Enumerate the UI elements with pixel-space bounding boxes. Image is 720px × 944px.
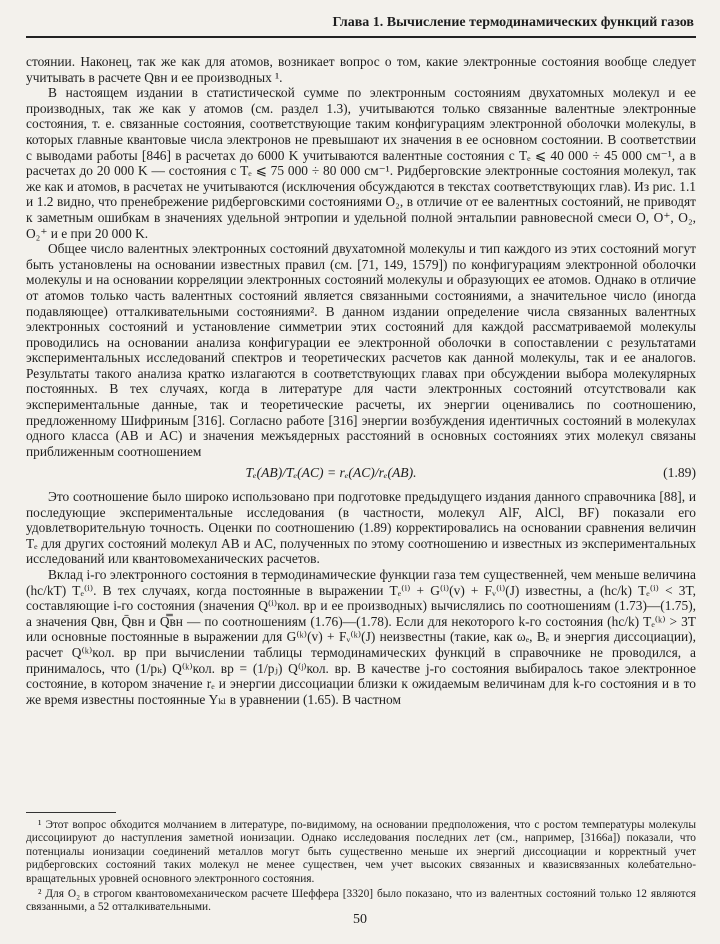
- footnotes: [26, 812, 696, 917]
- paragraph-relation-usage: Это соотношение было широко использовано при подготовке предыдущего издания данного справочника [88], и последующие экспериментальные исследования (в частности, молекул AlF, AlCl, BF) показали его удовлетворительную точность. Оценки по соотношению (1.89) корректировались на основании сравнения величин Tₑ для других состояний молекул AB и AC, полученных по этому соотношению и известных из экспериментальных исследований или квантовомеханических расчетов.: [26, 489, 696, 567]
- running-header: Глава 1. Вычисление термодинамических функций газов: [332, 15, 694, 30]
- footnote-2: ² Для O₂ в строгом квантовомеханическом расчете Шеффера [3320] было показано, что из валентных состояний только 12 являются связанными, а 52 отталкивательными.: [26, 888, 696, 914]
- page-number: 50: [353, 912, 367, 927]
- paragraph-valent-states: В настоящем издании в статистической сумме по электронным состояниям двухатомных молекул и ее производных, так же как у атомов (см. раздел 1.3), учитываются только связанные валентные электронные состояния, т. е. связанные состояния, соответствующие таким конфигурациям электронной оболочки молекулы, в которых главные квантовые числа электронов не превышают их значения в ее основном состоянии. В соответствии с выводами работы [846] в расчетах до 6000 K учитываются валентные состояния с Tₑ ⩽ 40 000 ÷ 45 000 см⁻¹, а в расчетах до 20 000 K — состояния с Tₑ ⩽ 75 000 ÷ 80 000 см⁻¹. Ридберговские электронные состояния молекул, так же как и атомов, в расчетах не учитываются (исключения обсуждаются в текстах соответствующих глав). Из рис. 1.1 и 1.2 видно, что пренебрежение ридберговскими состояниями O₂, в отличие от ее валентных состояний, не приводят к заметным ошибкам в значениях удельной энтропии и удельной полной энтальпии равновесной смеси O, O⁺, O₂, O₂⁺ и e при 20 000 K.: [26, 85, 696, 241]
- paragraph-state-count: Общее число валентных электронных состояний двухатомной молекулы и тип каждого из этих состояний могут быть установлены на основании известных правил (см. [71, 149, 1579]) по конфигурациям электронной оболочки молекулы и на основании корреляции электронных состояний молекулы и образующих ее атомов. Однако в отличие от атомов только часть валентных состояний является связанными состояниями, а значительное число (иногда подавляющее) отталкивательными состояниями². В данном издании определение числа связанных валентных электронных состояний и установление симметрии этих состояний для каждой рассматриваемой молекулы проводились на основании анализа конфигурации ее электронной оболочки в сопоставлении с результатами экспериментальных исследований спектров и теоретических расчетов как данной молекулы, так и ее аналогов. Результаты такого анализа кратко излагаются в соответствующих главах при обсуждении выбора молекулярных постоянных. В тех случаях, когда в литературе для части электронных состояний отсутствовали как экспериментальные данные, так и теоретические расчеты, их энергии оценивались по соотношению, предложенному Шифриным [316]. Согласно работе [316] энергии возбуждения идентичных состояний в молекулах одного класса (AB и AC) и значения межъядерных расстояний в основных состояниях этих молекул связаны приближенным соотношением: [26, 241, 696, 459]
- footnote-1: ¹ Этот вопрос обходится молчанием в литературе, по-видимому, на основании предположения, что с ростом температуры молекулы диссоциируют до наступления заметной ионизации. Однако исследования последних лет (см., например, [3166а]) показали, что потенциалы ионизации соединений металлов могут быть существенно меньше их энергий диссоциации и корректный учет ридберговских состояний таких молекул не менее существен, чем учет высоких связанных и квазисвязанных колебательно-вращательных уровней основного электронного состояния.: [26, 819, 696, 885]
- paragraph-state-contribution: Вклад i-го электронного состояния в термодинамические функции газа тем существенней, чем меньше величина (hc/kT) Tₑ⁽ⁱ⁾. В тех случаях, когда постоянные в выражении Tₑ⁽ⁱ⁾ + G⁽ⁱ⁾(v) + Fᵥ⁽ⁱ⁾(J) известны, а (hc/k) Tₑ⁽ⁱ⁾ < 3T, составляющие i-го состояния (значения Q⁽ⁱ⁾кол. вр и ее производных) вычислялись по соотношениям (1.73)—(1.75), а значения Qвн, Q̄вн и Q̿вн — по соотношениям (1.76)—(1.78). Если для некоторого k-го состояния (hc/k) Tₑ⁽ᵏ⁾ > 3T или основные постоянные в выражении для G⁽ᵏ⁾(v) + Fᵥ⁽ᵏ⁾(J) неизвестны (такие, как ωₑ, Bₑ и энергия диссоциации), расчет Q⁽ᵏ⁾кол. вр при вычислении таблицы термодинамических функций в справочнике не проводился, а принималось, что (1/pₖ) Q⁽ᵏ⁾кол. вр = (1/pⱼ) Q⁽ʲ⁾кол. вр. В качестве j-го состояния выбиралось такое электронное состояние, в котором значение rₑ и энергии диссоциации близки к ожидаемым величинам для k-го состояния и в то же время известны постоянные Yₖₗ в уравнении (1.65). В частном: [26, 567, 696, 707]
- main-text: [26, 54, 696, 707]
- equation-expression: Tₑ(AB)/Tₑ(AC) = rₑ(AC)/rₑ(AB).: [245, 465, 417, 481]
- header-rule: [26, 36, 696, 38]
- paragraph-continuation: стоянии. Наконец, так же как для атомов, возникает вопрос о том, какие электронные состояния вообще следует учитывать в расчете Qвн и ее производных ¹.: [26, 54, 696, 85]
- equation-1-89: [26, 465, 696, 481]
- equation-number: (1.89): [663, 465, 696, 481]
- footnote-rule: [26, 812, 116, 813]
